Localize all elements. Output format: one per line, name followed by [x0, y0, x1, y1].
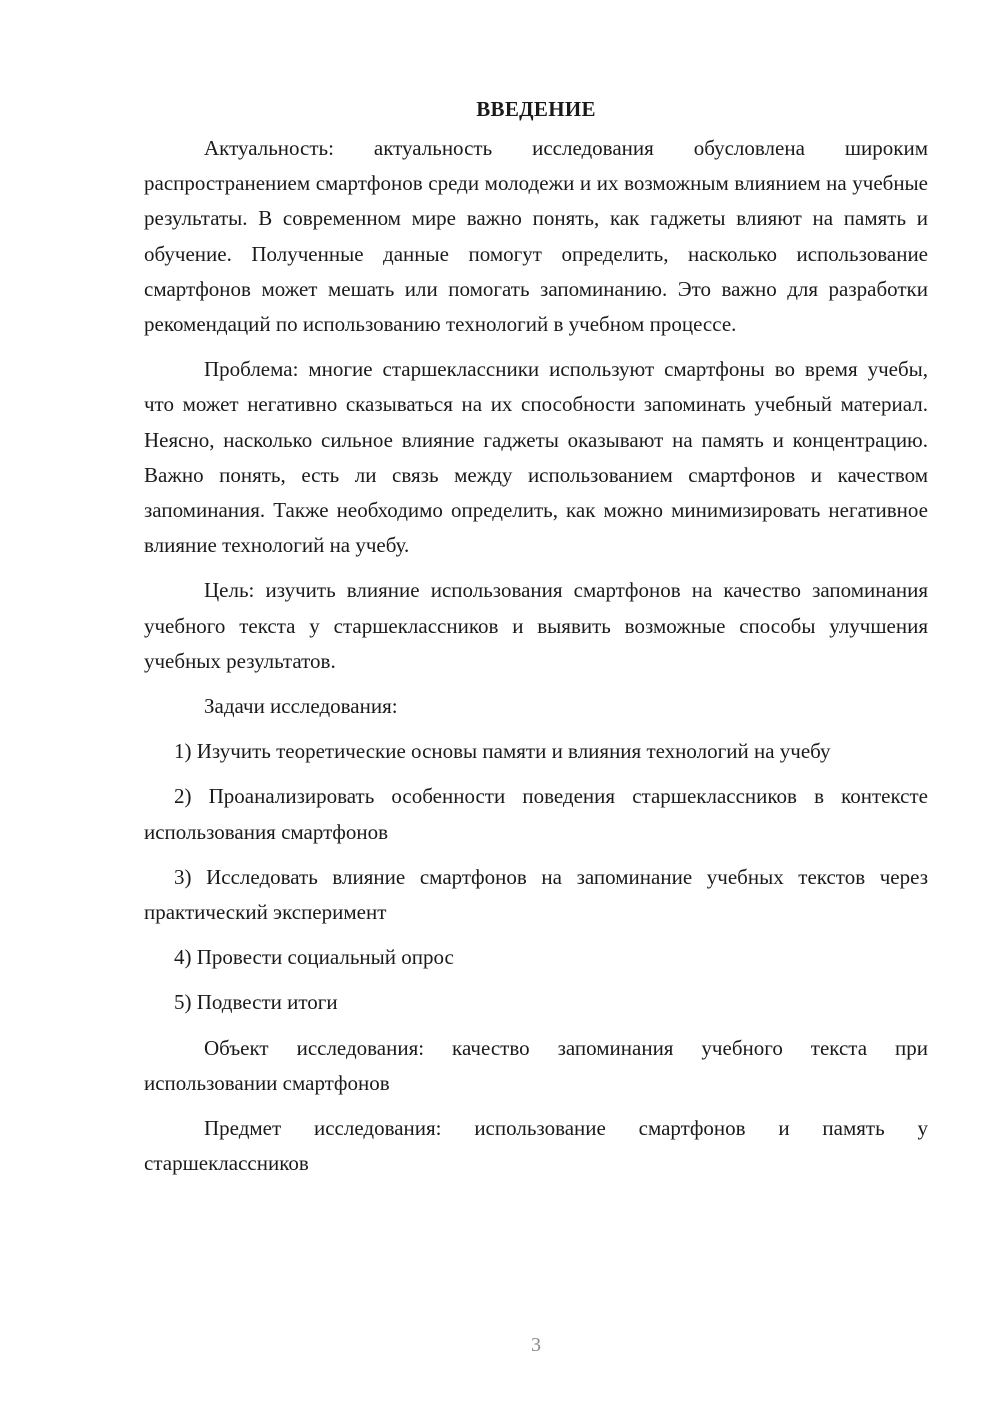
relevance-paragraph: Актуальность: актуальность исследования обусловлена широким распространением смартфонов среди молодежи и их возможным влиянием на учебные результаты. В современном мире важно понять, как гаджеты влияют на память и обучение. Полученные данные помогут определить, насколько использование смартфонов может мешать или помогать запоминанию. Это важно для разработки рекомендаций по использованию технологий в учебном процессе. — [144, 136, 928, 337]
task-item-4: 4) Провести социальный опрос — [174, 945, 454, 970]
task-item-2: 2) Проанализировать особенности поведения старшеклассников в контексте использования смартфонов — [144, 784, 928, 844]
problem-paragraph: Проблема: многие старшеклассники используют смартфоны во время учебы, что может негативно сказываться на их способности запоминать учебный материал. Неясно, насколько сильное влияние гаджеты оказывают на память и концентрацию. Важно понять, есть ли связь между использованием смартфонов и качеством запоминания. Также необходимо определить, как можно минимизировать негативное влияние технологий на учебу. — [144, 357, 928, 558]
task-item-1: 1) Изучить теоретические основы памяти и влияния технологий на учебу — [174, 739, 831, 764]
subject-paragraph: Предмет исследования: использование смартфонов и память у старшеклассников — [144, 1116, 928, 1176]
object-paragraph: Объект исследования: качество запоминания учебного текста при использовании смартфонов — [144, 1035, 928, 1095]
task-item-5: 5) Подвести итоги — [174, 990, 338, 1015]
goal-paragraph: Цель: изучить влияние использования смартфонов на качество запоминания учебного текста у старшеклассников и выявить возможные способы улучшения учебных результатов. — [144, 578, 928, 673]
page-title: ВВЕДЕНИЕ — [476, 97, 596, 121]
tasks-heading: Задачи исследования: — [204, 694, 398, 719]
page-number: 3 — [531, 1334, 541, 1356]
document-page — [144, 92, 928, 1181]
task-item-3: 3) Исследовать влияние смартфонов на запоминание учебных текстов через практический эксперимент — [144, 864, 928, 925]
